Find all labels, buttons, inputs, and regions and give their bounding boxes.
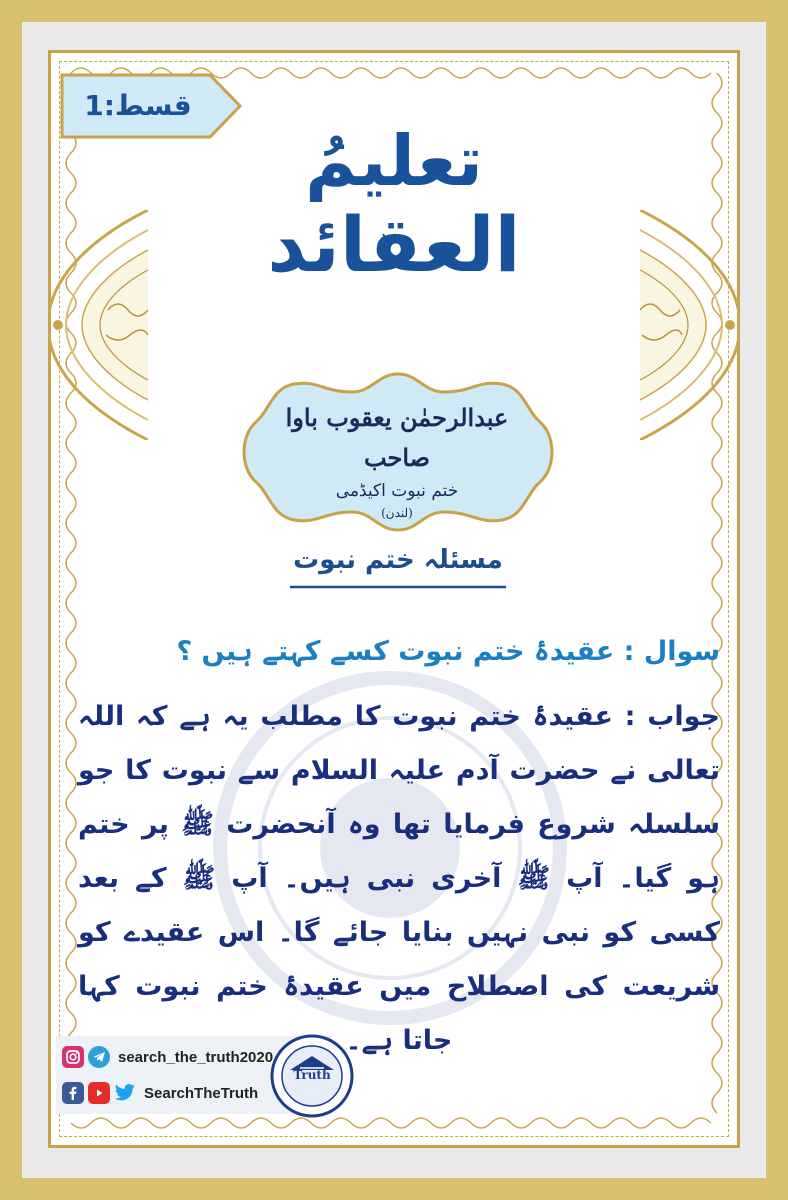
author-city: (لندن)	[381, 506, 413, 520]
social-handle-2[interactable]: SearchTheTruth	[144, 1084, 259, 1102]
page-title	[234, 120, 554, 288]
author-name: عبدالرحمٰن یعقوب باوا صاحب	[285, 403, 509, 472]
facebook-icon[interactable]	[62, 1082, 84, 1104]
social-handle-1[interactable]: search_the_truth2020	[118, 1048, 274, 1066]
left-medallion	[48, 210, 148, 440]
title-line-2: العقائد	[267, 200, 521, 289]
answer-text: جواب : عقیدۂ ختم نبوت کا مطلب یہ ہے کہ اللہ تعالی نے حضرت آدم علیہ السلام سے نبوت کا جو سلسلہ شروع فرمایا تھا وہ آنحضرت ﷺ پر ختم ہو گیا۔ آپ ﷺ آخری نبی ہیں۔ آپ ﷺ کے بعد کسی کو نبی نہیں بنایا جائے گا۔ اس عقیدے کو شریعت کی اصطلاح میں عقیدۂ ختم نبوت کہا جاتا ہے۔	[78, 701, 720, 1056]
author-organization: ختم نبوت اکیڈمی	[335, 481, 459, 501]
twitter-icon[interactable]	[114, 1082, 136, 1104]
subject-heading: مسئلہ ختم نبوت	[293, 545, 503, 575]
author-block	[262, 398, 532, 522]
question-text: سوال : عقیدۂ ختم نبوت کسے کہتے ہیں ؟	[176, 636, 720, 667]
telegram-icon[interactable]	[88, 1046, 110, 1068]
youtube-icon[interactable]	[88, 1082, 110, 1104]
title-line-1: تعلیمُ	[305, 120, 483, 202]
subject-underline	[290, 584, 506, 590]
episode-label: قسط:1	[84, 89, 192, 122]
instagram-icon[interactable]	[62, 1046, 84, 1068]
logo-text: Truth	[293, 1068, 331, 1082]
right-medallion	[640, 210, 740, 440]
ornament-chevron-icon	[382, 232, 396, 246]
